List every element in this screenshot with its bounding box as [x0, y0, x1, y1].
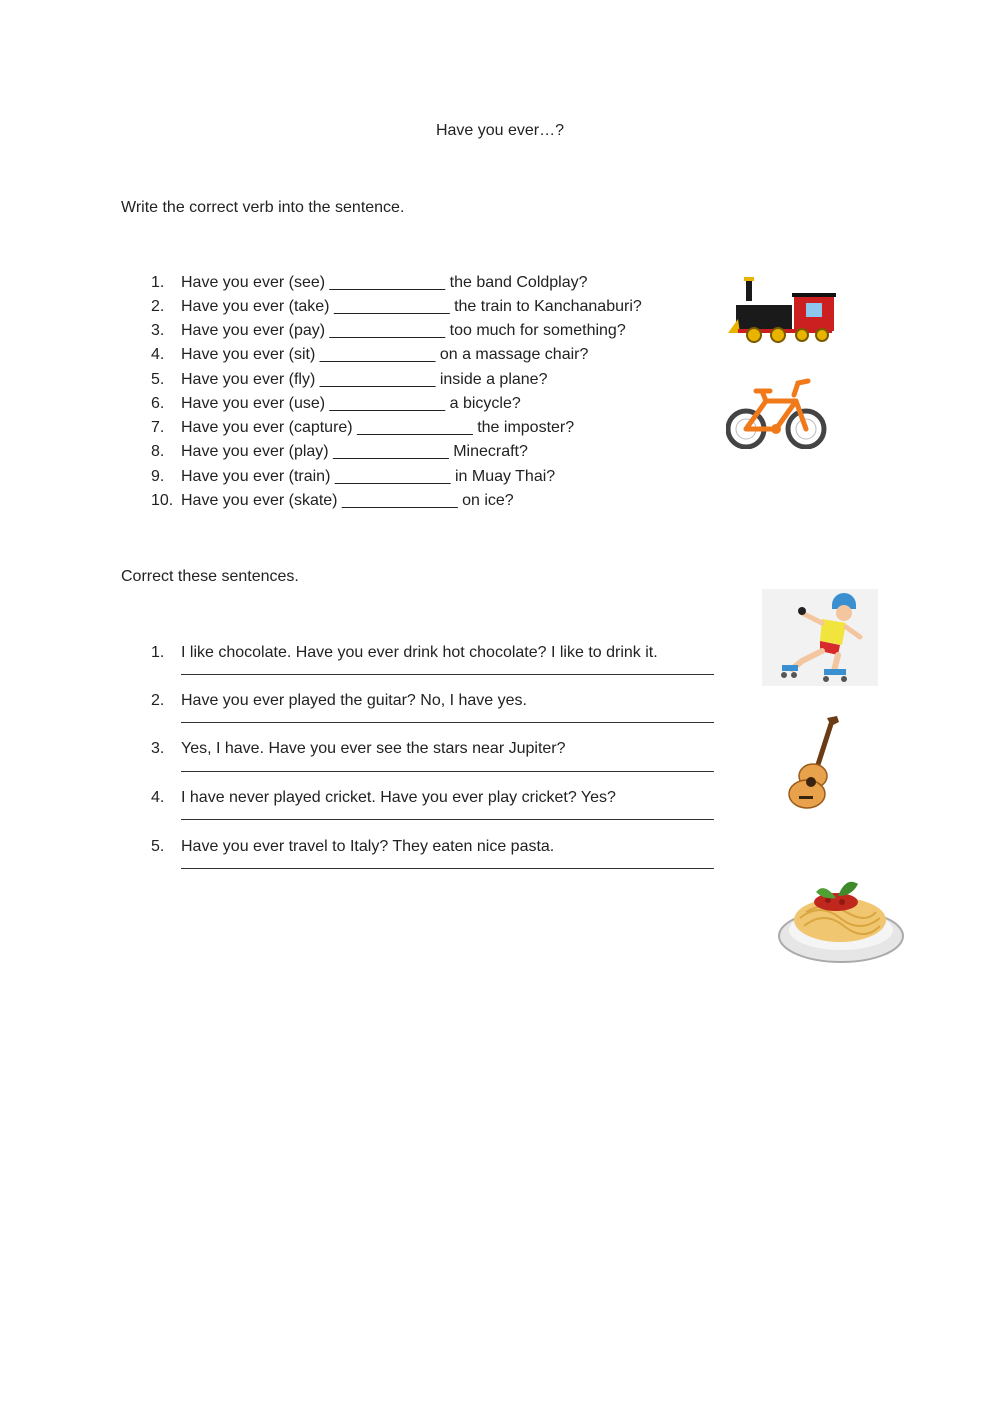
exercise1-item — [151, 296, 642, 318]
item-text: Have you ever (sit) _____________ on a massage chair? — [181, 346, 589, 363]
spaghetti-icon — [776, 872, 906, 964]
item-text: I like chocolate. Have you ever drink hot chocolate? I like to drink it. — [181, 644, 658, 661]
exercise1-item — [151, 320, 626, 342]
item-text: Have you ever travel to Italy? They eaten nice pasta. — [181, 838, 555, 855]
item-number: 5. — [151, 371, 165, 388]
page-title: Have you ever…? — [435, 122, 565, 139]
item-text: Have you ever (take) _____________ the train to Kanchanaburi? — [181, 298, 642, 315]
section1-instruction: Write the correct verb into the sentence. — [121, 199, 405, 216]
exercise2-item — [151, 642, 658, 664]
exercise1-item — [151, 441, 528, 463]
item-text: Have you ever played the guitar? No, I have yes. — [181, 692, 527, 709]
guitar-icon — [787, 714, 841, 810]
answer-line[interactable] — [181, 674, 714, 675]
exercise1-item — [151, 272, 588, 294]
bicycle-icon — [726, 377, 828, 449]
answer-line[interactable] — [181, 722, 714, 723]
item-number: 2. — [151, 298, 165, 315]
exercise2-item — [151, 787, 616, 809]
item-number: 10. — [151, 492, 174, 509]
exercise1-item — [151, 466, 555, 488]
item-text: Have you ever (skate) _____________ on ice? — [181, 492, 514, 509]
answer-line[interactable] — [181, 819, 714, 820]
item-number: 7. — [151, 419, 165, 436]
item-number: 5. — [151, 838, 165, 855]
exercise1-item — [151, 490, 514, 512]
item-text: Have you ever (capture) _____________ the imposter? — [181, 419, 575, 436]
item-number: 8. — [151, 443, 165, 460]
item-text: Have you ever (see) _____________ the band Coldplay? — [181, 274, 588, 291]
train-icon — [726, 275, 838, 343]
exercise2-item — [151, 836, 554, 858]
item-number: 3. — [151, 322, 165, 339]
item-number: 4. — [151, 346, 165, 363]
item-number: 9. — [151, 468, 165, 485]
item-text: Yes, I have. Have you ever see the stars near Jupiter? — [181, 740, 566, 757]
exercise2-item — [151, 738, 566, 760]
item-number: 6. — [151, 395, 165, 412]
exercise1-item — [151, 417, 574, 439]
answer-line[interactable] — [181, 868, 714, 869]
item-number: 3. — [151, 740, 165, 757]
item-text: Have you ever (pay) _____________ too much for something? — [181, 322, 626, 339]
item-number: 2. — [151, 692, 165, 709]
skater-icon — [762, 589, 878, 686]
exercise1-item — [151, 393, 521, 415]
item-number: 4. — [151, 789, 165, 806]
section2-instruction: Correct these sentences. — [121, 568, 299, 585]
answer-line[interactable] — [181, 771, 714, 772]
item-text: Have you ever (train) _____________ in Muay Thai? — [181, 468, 556, 485]
item-text: Have you ever (fly) _____________ inside a plane? — [181, 371, 548, 388]
item-text: Have you ever (play) _____________ Minecraft? — [181, 443, 528, 460]
item-number: 1. — [151, 274, 165, 291]
item-text: Have you ever (use) _____________ a bicycle? — [181, 395, 521, 412]
item-number: 1. — [151, 644, 165, 661]
exercise1-item — [151, 344, 588, 366]
exercise2-item — [151, 690, 527, 712]
exercise1-item — [151, 369, 547, 391]
item-text: I have never played cricket. Have you ever play cricket? Yes? — [181, 789, 616, 806]
